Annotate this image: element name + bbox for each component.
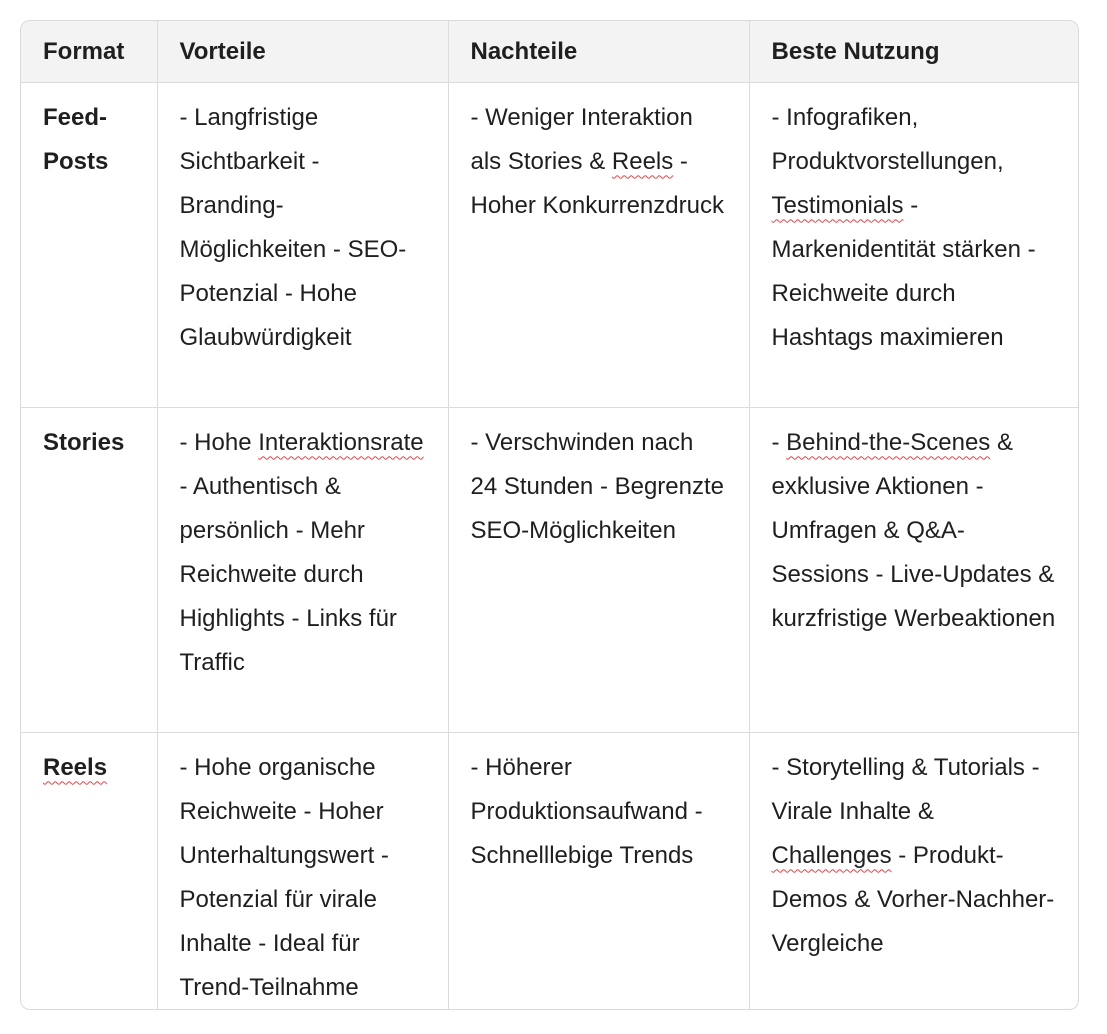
row-nachteile-cell: - Weniger Interaktion als Stories & Reels - Hoher Konkurrenzdruck [448,82,749,407]
row-nutzung-cell: - Infografiken, Produktvorstellungen, Testimonials - Markenidentität stärken - Reichweite durch Hashtags maximieren [749,82,1078,407]
table-row [21,82,1078,407]
row-nachteile-cell: - Höherer Produktionsaufwand - Schnelllebige Trends [448,732,749,1010]
spellcheck-marked-word: Behind-the-Scenes [786,428,991,456]
row-nutzung-cell: - Behind-the-Scenes & exklusive Aktionen - Umfragen & Q&A-Sessions - Live-Updates & kurzfristige Werbeaktionen [749,407,1078,732]
row-vorteile-cell: - Langfristige Sichtbarkeit - Branding-Möglichkeiten - SEO-Potenzial - Hohe Glaubwürdigkeit [157,82,448,407]
spellcheck-marked-word: Reels [43,753,108,781]
row-nutzung-cell: - Storytelling & Tutorials - Virale Inhalte & Challenges - Produkt-Demos & Vorher-Nachher-Vergleiche [771,753,1055,957]
spellcheck-marked-word: Reels [611,147,674,175]
header-beste-nutzung: Beste Nutzung [749,21,1078,82]
table-header-row [21,21,1078,82]
header-vorteile: Vorteile [157,21,448,82]
header-format: Format [21,21,157,82]
row-format-cell: Feed-Posts [21,82,157,407]
comparison-table [21,21,1078,1010]
table-row [21,732,1078,1010]
row-format-cell: Stories [21,407,157,732]
row-vorteile-cell: - Hohe organische Reichweite - Hoher Unterhaltungswert - Potenzial für virale Inhalte - Ideal für Trend-Teilnahme [157,732,448,1010]
row-nachteile-cell: - Verschwinden nach 24 Stunden - Begrenzte SEO-Möglichkeiten [448,407,749,732]
spellcheck-marked-word: Testimonials [771,191,904,219]
header-nachteile: Nachteile [448,21,749,82]
comparison-table-container [20,20,1079,1010]
spellcheck-marked-word: Challenges [771,841,892,869]
spellcheck-marked-word: Interaktionsrate [258,428,424,456]
row-vorteile-cell: - Hohe Interaktionsrate - Authentisch & persönlich - Mehr Reichweite durch Highlights - Links für Traffic [157,407,448,732]
row-format-cell [21,732,157,1010]
table-row [21,407,1078,732]
